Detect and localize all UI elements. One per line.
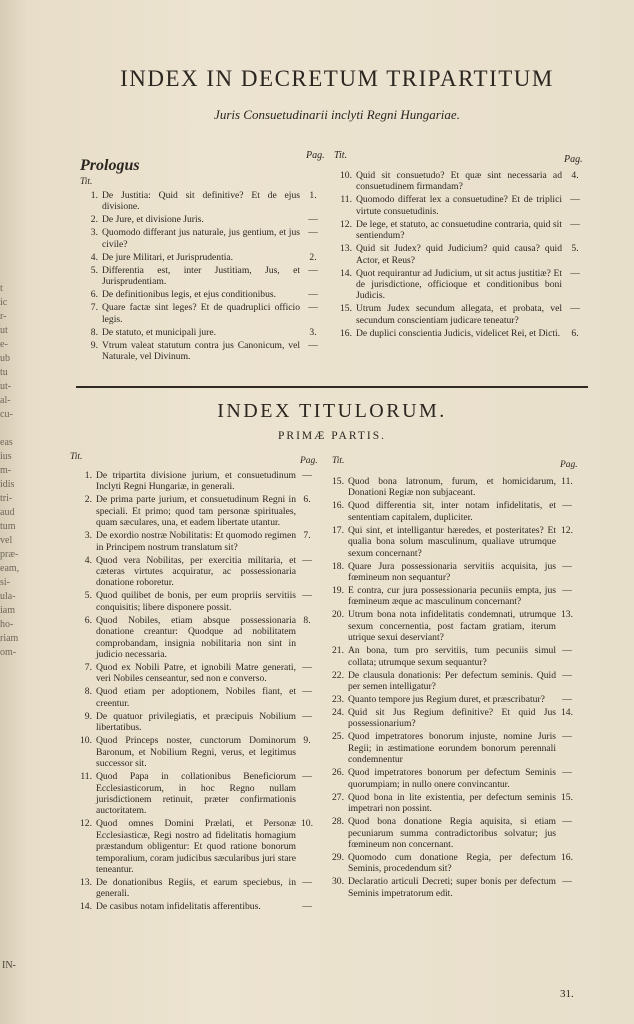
- tit-label-titles-left: Tit.: [70, 452, 83, 462]
- entry-text: Quod bona in lite existentia, per defectum seminis impetrari non possint.: [348, 791, 556, 815]
- prologus-heading: Prologus: [80, 157, 140, 174]
- pag-label-titles-right: Pag.: [560, 460, 578, 470]
- index-entry: [322, 767, 572, 790]
- pag-label-left: Pag.: [306, 150, 325, 161]
- entry-text: De Jure, et divisione Juris.: [102, 214, 204, 226]
- index-entry: [330, 170, 579, 193]
- entry-number: 14.: [340, 267, 352, 279]
- entry-text: Quid sit Judex? quid Judicium? quid causa? quid Actor, et Reus?: [356, 243, 562, 266]
- entry-page: —: [570, 218, 580, 230]
- entry-page: 6.: [571, 327, 579, 339]
- entry-number: 1.: [90, 190, 98, 201]
- index-entry: [76, 190, 317, 213]
- index-entry: [70, 818, 313, 875]
- margin-bleed-line: ut: [0, 325, 8, 336]
- index-entry: [70, 771, 312, 817]
- index-entry: [322, 585, 572, 608]
- entry-text: De tripartita divisione jurium, et consuetudinum Inclyti Regni Hungariæ, in generali.: [96, 470, 296, 493]
- entry-page: —: [308, 227, 318, 239]
- tit-label-right: Tit.: [334, 150, 348, 161]
- index-entry: [76, 302, 318, 325]
- entry-page: —: [308, 339, 318, 351]
- entry-text: De quatuor privilegiatis, et præcipuis Nobilium libertatibus.: [96, 710, 296, 734]
- entry-page: 1.: [309, 190, 317, 201]
- entry-number: 10.: [80, 735, 92, 747]
- entry-page: —: [570, 194, 580, 206]
- margin-bleed-text: [0, 282, 20, 660]
- entry-number: 21.: [332, 645, 344, 657]
- entry-number: 18.: [332, 560, 344, 572]
- entry-page: —: [570, 303, 580, 315]
- entry-text: De casibus notam infidelitatis afferentibus.: [96, 901, 261, 913]
- entry-number: 13.: [340, 243, 352, 255]
- entry-number: 30.: [332, 876, 344, 888]
- entry-number: 7.: [84, 662, 92, 674]
- index-entry: [70, 614, 311, 661]
- margin-bleed-line: præ-: [0, 549, 19, 560]
- margin-bleed-line: ula-: [0, 591, 16, 602]
- entry-page: 7.: [303, 530, 311, 542]
- entry-text: Quanto tempore jus Regium duret, et præscribatur?: [348, 694, 545, 706]
- margin-bleed-line: ub: [0, 353, 10, 364]
- index-entry: [76, 227, 318, 250]
- margin-bleed-line: idis: [0, 479, 15, 490]
- entry-number: 5.: [84, 590, 92, 602]
- entry-text: Quod bona latronum, furum, et homicidarum, Donationi Regiæ non subjaceant.: [348, 476, 556, 499]
- pag-label-right: Pag.: [564, 154, 583, 165]
- index-entry: [322, 645, 572, 668]
- entry-number: 15.: [332, 476, 344, 487]
- margin-bleed-line: m-: [0, 465, 12, 476]
- margin-bleed-line: riam: [0, 633, 19, 644]
- index-entry: [76, 326, 317, 338]
- entry-number: 28.: [332, 816, 344, 828]
- margin-bleed-line: al-: [0, 395, 11, 406]
- index-entry: [70, 735, 311, 770]
- index-entry: [70, 470, 312, 493]
- margin-bleed-line: vel: [0, 535, 13, 546]
- entry-number: 4.: [90, 251, 98, 263]
- index-entry: [330, 303, 580, 326]
- entry-number: 11.: [80, 771, 92, 783]
- index-entry: [322, 731, 572, 766]
- index-entry: [322, 851, 573, 875]
- entry-number: 8.: [90, 326, 98, 338]
- entry-number: 9.: [84, 710, 92, 722]
- entry-text: An bona, tum pro servitiis, tum pecuniis simul collata; utrumque sexum sequantur?: [348, 645, 556, 668]
- page-subtitle: Juris Consuetudinarii inclyti Regni Hungariae.: [214, 107, 460, 122]
- index-entry: [322, 876, 572, 899]
- margin-bleed-line: ho-: [0, 619, 14, 630]
- margin-bleed-line: aud: [0, 507, 15, 518]
- margin-bleed-line: om-: [0, 647, 17, 658]
- entry-page: 6.: [303, 494, 311, 506]
- entry-page: —: [562, 669, 572, 681]
- entry-text: De lege, et statuto, ac consuetudine contraria, quid sit sentiendum?: [356, 218, 562, 242]
- entry-number: 6.: [90, 289, 98, 301]
- entry-text: Differentia est, inter Justitiam, Jus, et Jurisprudentiam.: [102, 264, 300, 288]
- entry-number: 6.: [84, 614, 92, 626]
- entry-page: 9.: [303, 735, 311, 747]
- index-entry: [70, 590, 312, 613]
- entry-number: 16.: [332, 500, 344, 512]
- index-titulorum-subtitle: PRIMÆ PARTIS.: [278, 430, 386, 442]
- entry-number: 12.: [80, 818, 92, 830]
- margin-bleed-line: ut-: [0, 381, 12, 392]
- pag-label-titles-left: Pag.: [300, 456, 318, 466]
- margin-bleed-line: eas: [0, 437, 13, 448]
- margin-bleed-line: eam,: [0, 563, 20, 574]
- entry-number: 14.: [80, 901, 92, 913]
- index-entry: [322, 694, 572, 706]
- index-entry: [76, 251, 317, 263]
- entry-text: Quid sit consuetudo? Et quæ sint necessaria ad consuetudinem firmandam?: [356, 170, 562, 193]
- entry-text: Utrum bona nota infidelitatis condemnati, utrumque sexum concernentia, post factam gratiam, iterum utrique sexui deserviant?: [348, 609, 556, 644]
- margin-bleed-line: ius: [0, 451, 12, 462]
- entry-text: Vtrum valeat statutum contra jus Canonicum, vel Naturale, vel Divinum.: [102, 339, 300, 363]
- entry-number: 25.: [332, 731, 344, 743]
- index-entry: [330, 327, 579, 339]
- entry-page: —: [562, 645, 572, 657]
- index-entry: [322, 669, 572, 693]
- entry-number: 7.: [90, 302, 98, 314]
- entry-number: 10.: [340, 170, 352, 181]
- entry-page: —: [562, 731, 572, 743]
- entry-page: —: [302, 590, 312, 602]
- entry-text: De duplici conscientia Judicis, videlicet Rei, et Dicti.: [356, 327, 561, 339]
- entry-page: —: [562, 767, 572, 779]
- entry-number: 27.: [332, 791, 344, 803]
- entry-page: —: [302, 710, 312, 722]
- entry-number: 5.: [90, 264, 98, 276]
- entry-page: 2.: [309, 251, 317, 263]
- entry-number: 2.: [84, 494, 92, 506]
- margin-bleed-line: tu: [0, 367, 8, 378]
- entry-text: De exordio nostræ Nobilitatis: Et quomodo regimen in Principem nostrum translatum sit?: [96, 530, 296, 553]
- titles-left-column: [70, 470, 313, 914]
- margin-bleed-end: IN-: [2, 960, 16, 971]
- entry-text: Quare Jura possessionaria servitiis acquisita, jus fœmineum non sequantur?: [348, 560, 556, 584]
- index-entry: [70, 662, 312, 685]
- entry-page: —: [562, 694, 572, 706]
- entry-number: 11.: [340, 194, 352, 206]
- entry-text: De donationibus Regiis, et earum speciebus, in generali.: [96, 876, 296, 900]
- entry-page: —: [302, 771, 312, 783]
- entry-text: Declaratio articuli Decreti; super bonis per defectum Seminis impetratorum edit.: [348, 876, 556, 899]
- titles-right-column: [322, 476, 573, 901]
- entry-page: —: [302, 470, 312, 481]
- entry-text: De Justitia: Quid sit definitive? Et de ejus divisione.: [102, 190, 300, 213]
- entry-page: —: [562, 500, 572, 512]
- entry-number: 22.: [332, 669, 344, 681]
- entry-page: 3.: [309, 326, 317, 338]
- margin-bleed-line: e-: [0, 339, 8, 350]
- margin-bleed-line: cu-: [0, 409, 13, 420]
- entry-number: 1.: [84, 470, 92, 481]
- entry-page: —: [308, 264, 318, 276]
- index-entry: [322, 500, 572, 523]
- entry-page: —: [308, 289, 318, 301]
- entry-text: Quod etiam per adoptionem, Nobiles fiant, et creentur.: [96, 686, 296, 709]
- prologus-left-column: [76, 190, 318, 364]
- entry-text: Quod Papa in collationibus Beneficiorum Ecclesiasticorum, in hoc Regno nullam jurisdictionem retinuit, præter confirmationis auctoritatem.: [96, 771, 296, 817]
- index-entry: [322, 524, 573, 559]
- margin-bleed-line: ic: [0, 297, 8, 308]
- entry-number: 16.: [340, 327, 352, 339]
- entry-text: Quod Nobiles, etiam absque possessionaria donatione creantur: Quodque ad nobilitatem comprobandam, insignia nobilitaria non sint in judicio necessaria.: [96, 614, 296, 661]
- entry-number: 24.: [332, 707, 344, 719]
- entry-text: De clausula donationis: Per defectum seminis. Quid per semen intelligatur?: [348, 669, 556, 693]
- prologus-right-column: [330, 170, 580, 341]
- section-divider: [76, 386, 588, 388]
- entry-number: 2.: [90, 214, 98, 226]
- margin-bleed-line: t: [0, 283, 3, 294]
- entry-page: —: [562, 585, 572, 597]
- index-entry: [76, 214, 318, 226]
- entry-number: 29.: [332, 851, 344, 863]
- margin-bleed-line: tri-: [0, 493, 13, 504]
- index-entry: [322, 560, 572, 584]
- entry-text: Quod Princeps noster, cunctorum Dominorum Baronum, et Nobilium Regni, verus, et legitimus successor sit.: [96, 735, 296, 770]
- entry-page: —: [562, 876, 572, 888]
- entry-text: E contra, cur jura possessionaria pecuniis empta, jus fœmineum æque ac masculinum concernant?: [348, 585, 556, 608]
- entry-text: Quod omnes Domini Prælati, et Personæ Ecclesiasticæ, Regi nostro ad fidelitatis homagium præstandum obligentur: Et quod ratione bonorum temporalium, coram judicibus sæcularibus juri stare teneantur.: [96, 818, 296, 875]
- entry-page: 14.: [561, 707, 573, 719]
- index-entry: [70, 530, 311, 553]
- entry-page: —: [570, 267, 580, 279]
- entry-page: —: [302, 876, 312, 888]
- entry-page: —: [302, 662, 312, 674]
- entry-number: 13.: [80, 876, 92, 888]
- index-entry: [76, 264, 318, 288]
- entry-page: 8.: [303, 614, 311, 626]
- margin-bleed-line: r-: [0, 311, 7, 322]
- index-entry: [70, 901, 312, 913]
- entry-number: 15.: [340, 303, 352, 315]
- entry-number: 23.: [332, 694, 344, 706]
- margin-bleed-line: [0, 422, 16, 436]
- entry-number: 4.: [84, 554, 92, 566]
- entry-text: De prima parte jurium, et consuetudinum Regni in speciali. Et primo; quod tam personæ spirituales, quam sæculares, una, et eadem libertate utantur.: [96, 494, 296, 529]
- entry-text: Quod differentia sit, inter notam infidelitatis, et sententiam capitalem, dupliciter.: [348, 500, 556, 523]
- index-entry: [322, 609, 573, 644]
- index-entry: [330, 218, 580, 242]
- entry-page: 13.: [561, 609, 573, 621]
- index-entry: [70, 554, 312, 589]
- entry-text: Quot requirantur ad Judicium, ut sit actus justitiæ? Et de jurisdictione, officioque et conditionibus boni Judicis.: [356, 267, 562, 302]
- entry-text: Quare factæ sint leges? Et de quadruplici officio legis.: [102, 302, 300, 325]
- index-entry: [70, 710, 312, 734]
- index-entry: [322, 816, 572, 850]
- index-entry: [70, 686, 312, 709]
- entry-number: 8.: [84, 686, 92, 698]
- entry-text: De statuto, et municipali jure.: [102, 326, 217, 338]
- entry-page: 12.: [561, 524, 573, 536]
- entry-number: 26.: [332, 767, 344, 779]
- index-entry: [76, 339, 318, 363]
- entry-page: —: [308, 214, 318, 226]
- entry-text: Quod ex Nobili Patre, et ignobili Matre generati, veri Nobiles censeantur, sed non e converso.: [96, 662, 296, 685]
- index-entry: [70, 876, 312, 900]
- page-folio: 31.: [560, 988, 574, 1000]
- index-entry: [330, 243, 579, 266]
- index-entry: [70, 494, 311, 529]
- index-entry: [322, 476, 573, 499]
- entry-text: Quid sit Jus Regium definitive? Et quid Jus possessionarium?: [348, 707, 556, 730]
- index-entry: [322, 707, 573, 730]
- entry-text: De definitionibus legis, et ejus conditionibus.: [102, 289, 276, 301]
- margin-bleed-line: iam: [0, 605, 15, 616]
- entry-page: —: [302, 554, 312, 566]
- entry-page: 4.: [571, 170, 579, 181]
- index-entry: [76, 289, 318, 301]
- entry-text: Quomodo differant jus naturale, jus gentium, et jus civile?: [102, 227, 300, 250]
- entry-number: 19.: [332, 585, 344, 597]
- entry-text: Quod quilibet de bonis, per eum propriis servitiis conquisitis; libere disponere possit.: [96, 590, 296, 613]
- entry-number: 20.: [332, 609, 344, 621]
- page-title: INDEX IN DECRETUM TRIPARTITUM: [120, 66, 554, 91]
- entry-page: —: [302, 686, 312, 698]
- entry-page: 5.: [571, 243, 579, 255]
- entry-page: —: [308, 302, 318, 314]
- index-entry: [330, 267, 580, 302]
- entry-text: Quomodo cum donatione Regia, per defectum Seminis, procedendum sit?: [348, 851, 556, 875]
- entry-page: 16.: [561, 851, 573, 863]
- entry-number: 12.: [340, 218, 352, 230]
- index-entry: [330, 194, 580, 217]
- entry-text: Quomodo differat lex a consuetudine? Et de triplici virtute consuetudinis.: [356, 194, 562, 217]
- tit-label-left: Tit.: [80, 177, 93, 187]
- entry-page: 10.: [301, 818, 313, 830]
- entry-page: —: [302, 901, 312, 913]
- entry-page: 15.: [561, 791, 573, 803]
- entry-text: Quod impetratores bonorum injuste, nomine Juris Regii; in æstimatione eorundem bonorum perennali condemnentur: [348, 731, 556, 766]
- index-entry: [322, 791, 573, 815]
- margin-bleed-line: tum: [0, 521, 16, 532]
- entry-number: 17.: [332, 524, 344, 536]
- margin-bleed-line: si-: [0, 577, 10, 588]
- entry-text: Utrum Judex secundum allegata, et probata, vel secundum conscientiam judicare teneatur?: [356, 303, 562, 326]
- entry-page: —: [562, 560, 572, 572]
- entry-number: 9.: [90, 339, 98, 351]
- entry-number: 3.: [90, 227, 98, 239]
- tit-label-titles-right: Tit.: [332, 456, 345, 466]
- entry-number: 3.: [84, 530, 92, 542]
- entry-page: 11.: [561, 476, 573, 487]
- entry-text: Quod vera Nobilitas, per exercitia militaria, et cæteras virtutes acquiratur, ac possessionaria donatione roboretur.: [96, 554, 296, 589]
- entry-text: Quod impetratores bonorum per defectum Seminis quorumpiam; in nullo onere convincantur.: [348, 767, 556, 790]
- entry-text: De jure Militari, et Jurisprudentia.: [102, 251, 234, 263]
- entry-page: —: [562, 816, 572, 828]
- entry-text: Qui sint, et intelligantur hæredes, et posteritates? Et qualia bona solum masculinum, qualiave utrumque sexum concernant?: [348, 524, 556, 559]
- index-titulorum-title: INDEX TITULORUM.: [217, 400, 447, 422]
- entry-text: Quod bona donatione Regia aquisita, si etiam pecuniarum summa contradictoribus solvatur; jus fœmineum non concernant.: [348, 816, 556, 850]
